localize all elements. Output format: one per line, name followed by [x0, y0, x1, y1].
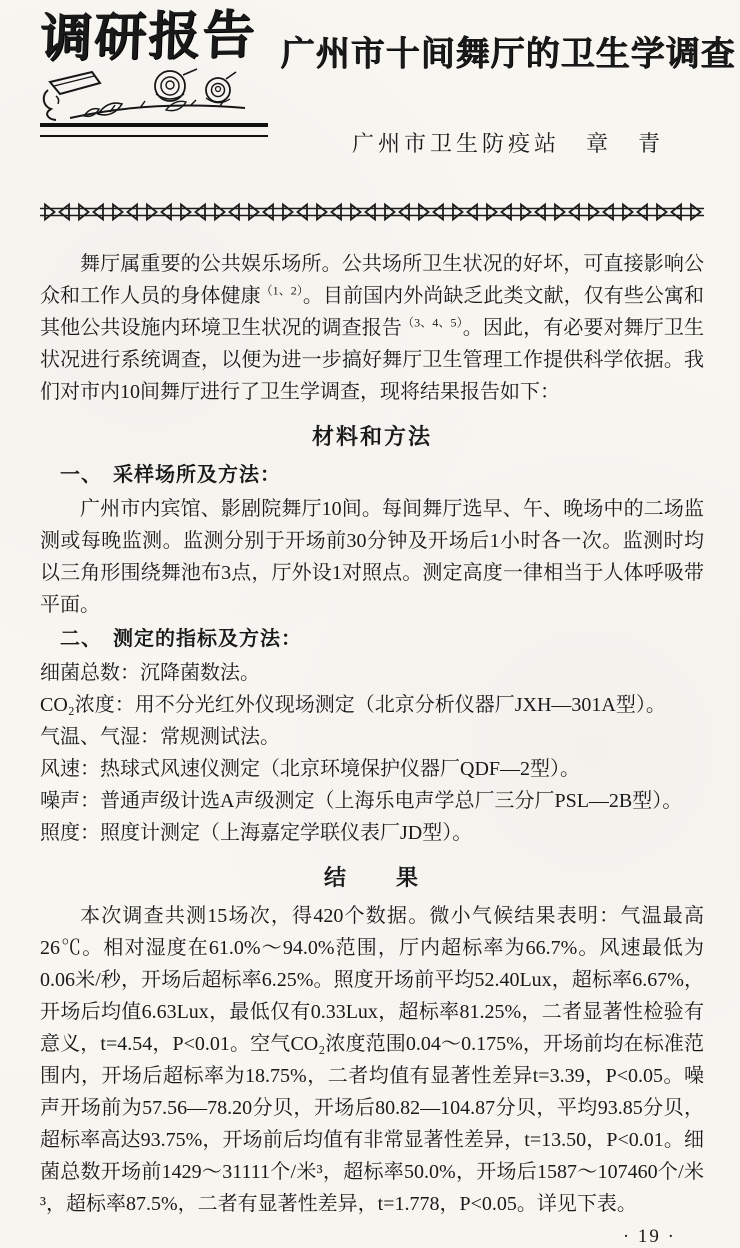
journal-column-logo [38, 7, 268, 137]
method-item-co2: CO₂浓度：用不分光红外仪现场测定（北京分析仪器厂JXH—301A型）。 [40, 694, 666, 716]
methods-subheading-2: 二、 测定的指标及方法： [60, 628, 302, 650]
logo-double-rule [40, 123, 268, 137]
article-title: 广州市十间舞厅的卫生学调查 [280, 36, 736, 73]
method-item-wind-speed: 风速：热球式风速仪测定（北京环境保护仪器厂QDF—2型）。 [40, 758, 581, 780]
masthead [38, 7, 736, 192]
column-logo-text: 调研报告 [38, 7, 258, 68]
citation-ref-3-4-5: （3、4、5） [402, 315, 463, 330]
intro-text-3: 。因此，有必要对舞厅卫生状况进行系统调查，以便为进一步搞好舞厅卫生管理工作提供科学依据。我们对市内10间舞厅进行了卫生学调查，现将结果报告如下： [40, 317, 704, 403]
page-number: · 19 · [622, 1226, 676, 1247]
method-item-noise: 噪声：普通声级计选A声级测定（上海乐电声学总厂三分厂PSL—2B型）。 [40, 790, 683, 812]
chain-divider-ornament [40, 202, 704, 222]
article-byline: 广州市卫生防疫站 章 青 [351, 131, 664, 156]
results-paragraph: 本次调查共测15场次，得420个数据。微小气候结果表明：气温最高26℃。相对湿度在61.0%～94.0%范围，厅内超标率为66.7%。风速最低为0.06米/秒，开场后超标率6.25%。照度开场前平均52.40Lux，超标率6.67%，开场后均值6.63Lux，最低仅有0.33Lux，超标率81.25%，二者显著性检验有意义，t=4.54，P<0.01。空气CO₂浓度范围0.04～0.175%，开场前均在标准范围内，开场后超标率为18.75%，二者均值有显著性差异t=3.39，P<0.05。噪声开场前为57.56—78.20分贝，开场后80.82—104.87分贝，平均93.85分贝，超标率高达93.75%，开场前后均值有非常显著性差异，t=13.50，P<0.01。细菌总数开场前1429～31111个/米³，超标率50.0%，开场后1587～107460个/米³，超标率87.5%，二者有显著性差异，t=1.778，P<0.05。详见下表。 [40, 905, 704, 1215]
title-block [272, 26, 740, 158]
intro-text-1: 舞厅属重要的公共娱乐场所。公共场所卫生状况的好坏，可直接影响公众和工作人员的身体健康 [40, 253, 704, 307]
methods-subheading-1: 一、 采样场所及方法： [60, 464, 281, 486]
method-item-temperature-humidity: 气温、气湿：常规测试法。 [40, 726, 280, 748]
citation-ref-1-2: （1、2） [260, 283, 303, 298]
section-heading-methods: 材料和方法 [311, 424, 432, 449]
intro-text-2: 。目前国内外尚缺乏此类文献，仅有些公寓和其他公共设施内环境卫生状况的调查报告 [40, 285, 704, 339]
section-heading-results: 结 果 [323, 865, 420, 890]
methods-paragraph-1: 广州市内宾馆、影剧院舞厅10间。每间舞厅选早、午、晚场中的二场监测或每晚监测。监测分别于开场前30分钟及开场后1小时各一次。监测时均以三角形围绕舞池布3点，厅外设1对照点。测定高度一律相当于人体呼吸带平面。 [40, 498, 704, 616]
intro-paragraph [40, 248, 704, 408]
rose-ornament-illustration [40, 66, 264, 122]
method-item-bacteria: 细菌总数：沉降菌数法。 [40, 662, 260, 684]
article-body [40, 248, 704, 1248]
method-item-illuminance: 照度：照度计测定（上海嘉定学联仪表厂JD型）。 [40, 822, 473, 844]
